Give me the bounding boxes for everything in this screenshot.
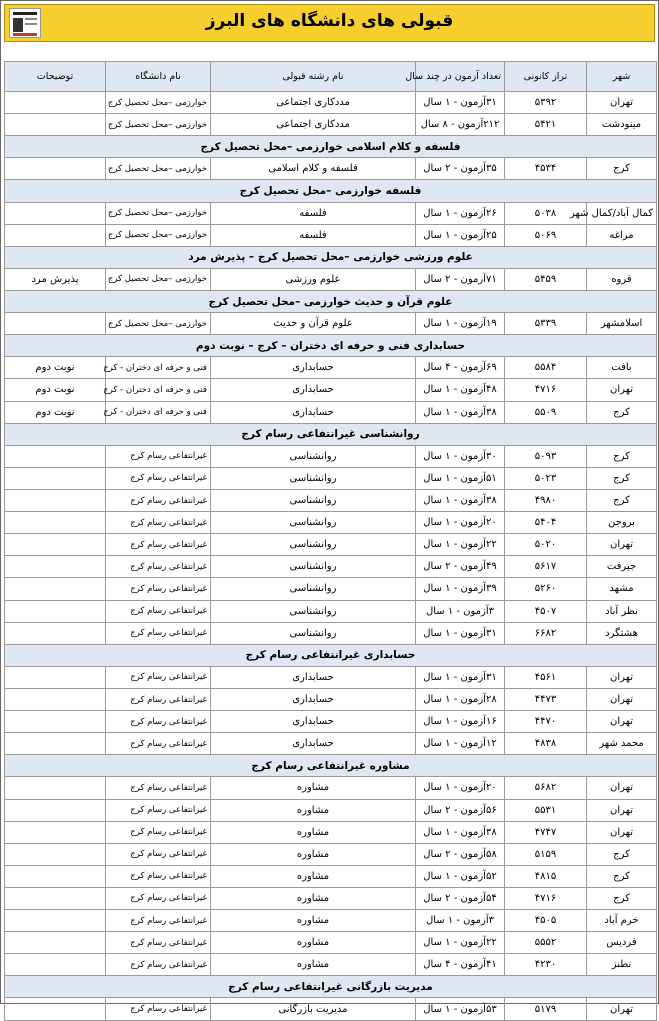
exams-cell: ۳۱آزمون - ۱ سال xyxy=(416,622,505,644)
exams-cell: ۵۴آزمون - ۲ سال xyxy=(416,887,505,909)
table-row xyxy=(5,445,657,467)
exams-cell: ۱۹آزمون - ۱ سال xyxy=(416,313,505,335)
exams-cell: ۵۱آزمون - ۱ سال xyxy=(416,467,505,489)
major-cell: مدیریت بازرگانی xyxy=(211,998,416,1020)
major-cell: حسابداری xyxy=(211,711,416,733)
major-cell: روانشناسی xyxy=(211,445,416,467)
notes-cell xyxy=(5,799,106,821)
score-cell: ۵۶۱۷ xyxy=(505,556,587,578)
table-row xyxy=(5,733,657,755)
notes-cell xyxy=(5,910,106,932)
university-cell: فنی و حرفه ای دختران - کرج xyxy=(106,379,211,401)
section-title: علوم ورزشی خوارزمی –محل تحصیل کرج – پذیرش مرد xyxy=(5,246,657,268)
score-cell: ۵۲۶۰ xyxy=(505,578,587,600)
exams-cell: ۲۲آزمون - ۱ سال xyxy=(416,932,505,954)
score-cell: ۴۷۱۶ xyxy=(505,379,587,401)
exams-cell: ۳۸آزمون - ۱ سال xyxy=(416,401,505,423)
university-cell: غیرانتفاعی رسام کرج xyxy=(106,932,211,954)
city-cell: تهران xyxy=(587,998,657,1020)
major-cell: روانشناسی xyxy=(211,600,416,622)
title-banner xyxy=(4,4,655,42)
notes-cell xyxy=(5,843,106,865)
section-title: مشاوره غیرانتفاعی رسام کرج xyxy=(5,755,657,777)
section-title: حسابداری غیرانتفاعی رسام کرج xyxy=(5,644,657,666)
university-cell: غیرانتفاعی رسام کرج xyxy=(106,733,211,755)
table-row xyxy=(5,534,657,556)
score-cell: ۴۵۰۷ xyxy=(505,600,587,622)
university-cell: غیرانتفاعی رسام کرج xyxy=(106,865,211,887)
notes-cell xyxy=(5,622,106,644)
notes-cell xyxy=(5,688,106,710)
table-row xyxy=(5,357,657,379)
table-row xyxy=(5,799,657,821)
major-cell: روانشناسی xyxy=(211,512,416,534)
university-cell: غیرانتفاعی رسام کرج xyxy=(106,467,211,489)
score-cell: ۶۶۸۲ xyxy=(505,622,587,644)
score-cell: ۴۵۳۴ xyxy=(505,158,587,180)
table-row xyxy=(5,777,657,799)
notes-cell xyxy=(5,777,106,799)
score-cell: ۵۴۰۴ xyxy=(505,512,587,534)
exams-cell: ۳۸آزمون - ۱ سال xyxy=(416,821,505,843)
section-header-row xyxy=(5,423,657,445)
notes-cell xyxy=(5,467,106,489)
notes-cell xyxy=(5,224,106,246)
score-cell: ۴۷۴۷ xyxy=(505,821,587,843)
exams-cell: ۱۶آزمون - ۱ سال xyxy=(416,711,505,733)
score-cell: ۴۹۸۰ xyxy=(505,489,587,511)
table-row xyxy=(5,114,657,136)
major-cell: مددکاری اجتماعی xyxy=(211,92,416,114)
exams-cell: ۲۵آزمون - ۱ سال xyxy=(416,224,505,246)
city-cell: کرج xyxy=(587,887,657,909)
city-cell: کرج xyxy=(587,843,657,865)
section-title: علوم قرآن و حدیث خوارزمی –محل تحصیل کرج xyxy=(5,290,657,312)
exams-cell: ۲۶آزمون - ۱ سال xyxy=(416,202,505,224)
city-cell: تهران xyxy=(587,379,657,401)
notes-cell: پذیرش مرد xyxy=(5,268,106,290)
results-table xyxy=(4,61,657,1021)
exams-cell: ۳۰آزمون - ۱ سال xyxy=(416,445,505,467)
notes-cell xyxy=(5,666,106,688)
major-cell: مددکاری اجتماعی xyxy=(211,114,416,136)
section-header-row xyxy=(5,136,657,158)
city-cell: تهران xyxy=(587,799,657,821)
university-cell: غیرانتفاعی رسام کرج xyxy=(106,711,211,733)
university-cell: غیرانتفاعی رسام کرج xyxy=(106,887,211,909)
city-cell: تهران xyxy=(587,711,657,733)
major-cell: مشاوره xyxy=(211,843,416,865)
table-row xyxy=(5,932,657,954)
major-cell: حسابداری xyxy=(211,357,416,379)
exams-cell: ۴۱آزمون - ۴ سال xyxy=(416,954,505,976)
exams-cell: ۵۲آزمون - ۱ سال xyxy=(416,865,505,887)
city-cell: تهران xyxy=(587,821,657,843)
table-row xyxy=(5,666,657,688)
city-cell: نظر آباد xyxy=(587,600,657,622)
table-row xyxy=(5,711,657,733)
city-cell: کرج xyxy=(587,401,657,423)
city-cell: فردیس xyxy=(587,932,657,954)
major-cell: مشاوره xyxy=(211,954,416,976)
exams-cell: ۳آزمون - ۱ سال xyxy=(416,600,505,622)
city-cell: کرج xyxy=(587,158,657,180)
exams-cell: ۲۰آزمون - ۱ سال xyxy=(416,512,505,534)
exams-cell: ۵۶آزمون - ۲ سال xyxy=(416,799,505,821)
section-header-row xyxy=(5,290,657,312)
section-title: مدیریت بازرگانی غیرانتفاعی رسام کرج xyxy=(5,976,657,998)
notes-cell xyxy=(5,92,106,114)
section-header-row xyxy=(5,644,657,666)
score-cell: ۵۵۸۴ xyxy=(505,357,587,379)
table-row xyxy=(5,401,657,423)
table-row xyxy=(5,688,657,710)
university-cell: غیرانتفاعی رسام کرج xyxy=(106,688,211,710)
score-cell: ۵۵۰۹ xyxy=(505,401,587,423)
university-cell: غیرانتفاعی رسام کرج xyxy=(106,910,211,932)
score-cell: ۵۳۳۹ xyxy=(505,313,587,335)
score-cell: ۴۴۷۳ xyxy=(505,688,587,710)
section-title: فلسفه خوارزمی –محل تحصیل کرج xyxy=(5,180,657,202)
score-cell: ۵۱۷۹ xyxy=(505,998,587,1020)
university-cell: غیرانتفاعی رسام کرج xyxy=(106,821,211,843)
exams-cell: ۴۹آزمون - ۲ سال xyxy=(416,556,505,578)
score-cell: ۵۴۲۱ xyxy=(505,114,587,136)
exams-cell: ۳۹آزمون - ۱ سال xyxy=(416,578,505,600)
major-cell: فلسفه xyxy=(211,224,416,246)
city-cell: تهران xyxy=(587,666,657,688)
exams-cell: ۴۸آزمون - ۱ سال xyxy=(416,379,505,401)
notes-cell xyxy=(5,114,106,136)
header-major: نام رشته قبولی xyxy=(211,62,416,92)
page-title: قبولی های دانشگاه های البرز xyxy=(205,11,454,31)
university-cell: غیرانتفاعی رسام کرج xyxy=(106,954,211,976)
score-cell: ۵۰۲۳ xyxy=(505,467,587,489)
major-cell: روانشناسی xyxy=(211,556,416,578)
university-cell: خوارزمی –محل تحصیل کرج xyxy=(106,202,211,224)
university-cell: خوارزمی –محل تحصیل کرج xyxy=(106,114,211,136)
section-header-row xyxy=(5,335,657,357)
notes-cell xyxy=(5,600,106,622)
table-row xyxy=(5,92,657,114)
major-cell: مشاوره xyxy=(211,910,416,932)
table-row xyxy=(5,622,657,644)
major-cell: مشاوره xyxy=(211,799,416,821)
notes-cell: نوبت دوم xyxy=(5,357,106,379)
university-cell: خوارزمی –محل تحصیل کرج xyxy=(106,224,211,246)
section-header-row xyxy=(5,976,657,998)
city-cell: بروجن xyxy=(587,512,657,534)
major-cell: حسابداری xyxy=(211,401,416,423)
university-cell: غیرانتفاعی رسام کرج xyxy=(106,666,211,688)
university-cell: خوارزمی –محل تحصیل کرج xyxy=(106,92,211,114)
table-row xyxy=(5,512,657,534)
university-cell: غیرانتفاعی رسام کرج xyxy=(106,622,211,644)
score-cell: ۵۰۳۸ xyxy=(505,202,587,224)
exams-cell: ۶۹آزمون - ۴ سال xyxy=(416,357,505,379)
university-cell: خوارزمی –محل تحصیل کرج xyxy=(106,158,211,180)
city-cell: کمال آباد/کمال شهر xyxy=(587,202,657,224)
table-row xyxy=(5,998,657,1020)
score-cell: ۴۷۱۶ xyxy=(505,887,587,909)
notes-cell xyxy=(5,954,106,976)
notes-cell xyxy=(5,821,106,843)
table-row xyxy=(5,224,657,246)
city-cell: کرج xyxy=(587,445,657,467)
university-cell: غیرانتفاعی رسام کرج xyxy=(106,512,211,534)
table-row xyxy=(5,910,657,932)
table-row xyxy=(5,158,657,180)
university-cell: غیرانتفاعی رسام کرج xyxy=(106,600,211,622)
table-row xyxy=(5,865,657,887)
major-cell: علوم قرآن و حدیث xyxy=(211,313,416,335)
table-row xyxy=(5,313,657,335)
header-university: نام دانشگاه xyxy=(106,62,211,92)
major-cell: حسابداری xyxy=(211,733,416,755)
exams-cell: ۲۱۲آزمون - ۸ سال xyxy=(416,114,505,136)
city-cell: تهران xyxy=(587,92,657,114)
header-notes: توضیحات xyxy=(5,62,106,92)
table-row xyxy=(5,379,657,401)
header-exams: تعداد آزمون در چند سال xyxy=(416,62,505,92)
header-score: تراز کانونی xyxy=(505,62,587,92)
city-cell: تهران xyxy=(587,534,657,556)
score-cell: ۴۵۶۱ xyxy=(505,666,587,688)
major-cell: علوم ورزشی xyxy=(211,268,416,290)
notes-cell xyxy=(5,202,106,224)
table-row xyxy=(5,954,657,976)
major-cell: روانشناسی xyxy=(211,467,416,489)
city-cell: مراغه xyxy=(587,224,657,246)
city-cell: محمد شهر xyxy=(587,733,657,755)
table-row xyxy=(5,467,657,489)
notes-cell xyxy=(5,489,106,511)
city-cell: نطنز xyxy=(587,954,657,976)
notes-cell xyxy=(5,711,106,733)
notes-cell: نوبت دوم xyxy=(5,401,106,423)
university-cell: غیرانتفاعی رسام کرج xyxy=(106,445,211,467)
notes-cell xyxy=(5,445,106,467)
table-row xyxy=(5,268,657,290)
exams-cell: ۱۲آزمون - ۱ سال xyxy=(416,733,505,755)
table-row xyxy=(5,202,657,224)
city-cell: تهران xyxy=(587,777,657,799)
notes-cell xyxy=(5,158,106,180)
university-cell: خوارزمی –محل تحصیل کرج xyxy=(106,268,211,290)
score-cell: ۵۶۸۲ xyxy=(505,777,587,799)
university-cell: غیرانتفاعی رسام کرج xyxy=(106,489,211,511)
table-row xyxy=(5,578,657,600)
score-cell: ۵۵۵۲ xyxy=(505,932,587,954)
section-header-row xyxy=(5,755,657,777)
exams-cell: ۲۸آزمون - ۱ سال xyxy=(416,688,505,710)
table-row xyxy=(5,843,657,865)
score-cell: ۵۴۵۹ xyxy=(505,268,587,290)
score-cell: ۵۵۳۱ xyxy=(505,799,587,821)
major-cell: فلسفه و کلام اسلامی xyxy=(211,158,416,180)
university-cell: خوارزمی –محل تحصیل کرج xyxy=(106,313,211,335)
score-cell: ۵۰۶۹ xyxy=(505,224,587,246)
city-cell: کرج xyxy=(587,489,657,511)
major-cell: حسابداری xyxy=(211,688,416,710)
notes-cell xyxy=(5,556,106,578)
table-row xyxy=(5,821,657,843)
university-cell: غیرانتفاعی رسام کرج xyxy=(106,843,211,865)
major-cell: مشاوره xyxy=(211,865,416,887)
city-cell: جیرفت xyxy=(587,556,657,578)
city-cell: کرج xyxy=(587,865,657,887)
major-cell: روانشناسی xyxy=(211,534,416,556)
notes-cell xyxy=(5,865,106,887)
university-cell: فنی و حرفه ای دختران - کرج xyxy=(106,357,211,379)
section-header-row xyxy=(5,246,657,268)
header-city: شهر xyxy=(587,62,657,92)
major-cell: مشاوره xyxy=(211,887,416,909)
major-cell: مشاوره xyxy=(211,932,416,954)
table-row xyxy=(5,887,657,909)
major-cell: مشاوره xyxy=(211,777,416,799)
major-cell: حسابداری xyxy=(211,379,416,401)
score-cell: ۵۳۹۲ xyxy=(505,92,587,114)
major-cell: روانشناسی xyxy=(211,489,416,511)
major-cell: روانشناسی xyxy=(211,578,416,600)
notes-cell xyxy=(5,578,106,600)
notes-cell xyxy=(5,733,106,755)
city-cell: تهران xyxy=(587,688,657,710)
exams-cell: ۳۱آزمون - ۱ سال xyxy=(416,666,505,688)
city-cell: هشتگرد xyxy=(587,622,657,644)
notes-cell xyxy=(5,512,106,534)
table-row xyxy=(5,556,657,578)
notes-cell: نوبت دوم xyxy=(5,379,106,401)
exams-cell: ۵۳آزمون - ۱ سال xyxy=(416,998,505,1020)
section-title: روانشناسی غیرانتفاعی رسام کرج xyxy=(5,423,657,445)
table-header-row xyxy=(5,62,657,92)
major-cell: فلسفه xyxy=(211,202,416,224)
city-cell: بافت xyxy=(587,357,657,379)
notes-cell xyxy=(5,887,106,909)
section-title: حسابداری فنی و حرفه ای دختران – کرج – نوبت دوم xyxy=(5,335,657,357)
university-cell: فنی و حرفه ای دختران - کرج xyxy=(106,401,211,423)
score-cell: ۵۰۲۰ xyxy=(505,534,587,556)
university-cell: غیرانتفاعی رسام کرج xyxy=(106,799,211,821)
exams-cell: ۳آزمون - ۱ سال xyxy=(416,910,505,932)
notes-cell xyxy=(5,313,106,335)
section-title: فلسفه و کلام اسلامی خوارزمی –محل تحصیل کرج xyxy=(5,136,657,158)
exams-cell: ۳۸آزمون - ۱ سال xyxy=(416,489,505,511)
major-cell: روانشناسی xyxy=(211,622,416,644)
score-cell: ۴۲۳۰ xyxy=(505,954,587,976)
score-cell: ۴۵۰۵ xyxy=(505,910,587,932)
major-cell: حسابداری xyxy=(211,666,416,688)
city-cell: مشهد xyxy=(587,578,657,600)
exams-cell: ۵۸آزمون - ۲ سال xyxy=(416,843,505,865)
score-cell: ۴۸۱۵ xyxy=(505,865,587,887)
major-cell: مشاوره xyxy=(211,821,416,843)
university-cell: غیرانتفاعی رسام کرج xyxy=(106,556,211,578)
university-cell: غیرانتفاعی رسام کرج xyxy=(106,578,211,600)
score-cell: ۴۸۳۸ xyxy=(505,733,587,755)
notes-cell xyxy=(5,932,106,954)
section-header-row xyxy=(5,180,657,202)
exams-cell: ۲۰آزمون - ۱ سال xyxy=(416,777,505,799)
exams-cell: ۳۵آزمون - ۲ سال xyxy=(416,158,505,180)
exams-cell: ۲۲آزمون - ۱ سال xyxy=(416,534,505,556)
city-cell: کرج xyxy=(587,467,657,489)
university-cell: غیرانتفاعی رسام کرج xyxy=(106,998,211,1020)
score-cell: ۵۱۵۹ xyxy=(505,843,587,865)
university-cell: غیرانتفاعی رسام کرج xyxy=(106,777,211,799)
score-cell: ۵۰۹۳ xyxy=(505,445,587,467)
city-cell: مینودشت xyxy=(587,114,657,136)
table-row xyxy=(5,489,657,511)
notes-cell xyxy=(5,998,106,1020)
university-cell: غیرانتفاعی رسام کرج xyxy=(106,534,211,556)
city-cell: خرم آباد xyxy=(587,910,657,932)
city-cell: اسلامشهر xyxy=(587,313,657,335)
table-row xyxy=(5,600,657,622)
notes-cell xyxy=(5,534,106,556)
exams-cell: ۷۱آزمون - ۲ سال xyxy=(416,268,505,290)
score-cell: ۴۴۷۰ xyxy=(505,711,587,733)
exams-cell: ۳۱آزمون - ۱ سال xyxy=(416,92,505,114)
city-cell: قروه xyxy=(587,268,657,290)
